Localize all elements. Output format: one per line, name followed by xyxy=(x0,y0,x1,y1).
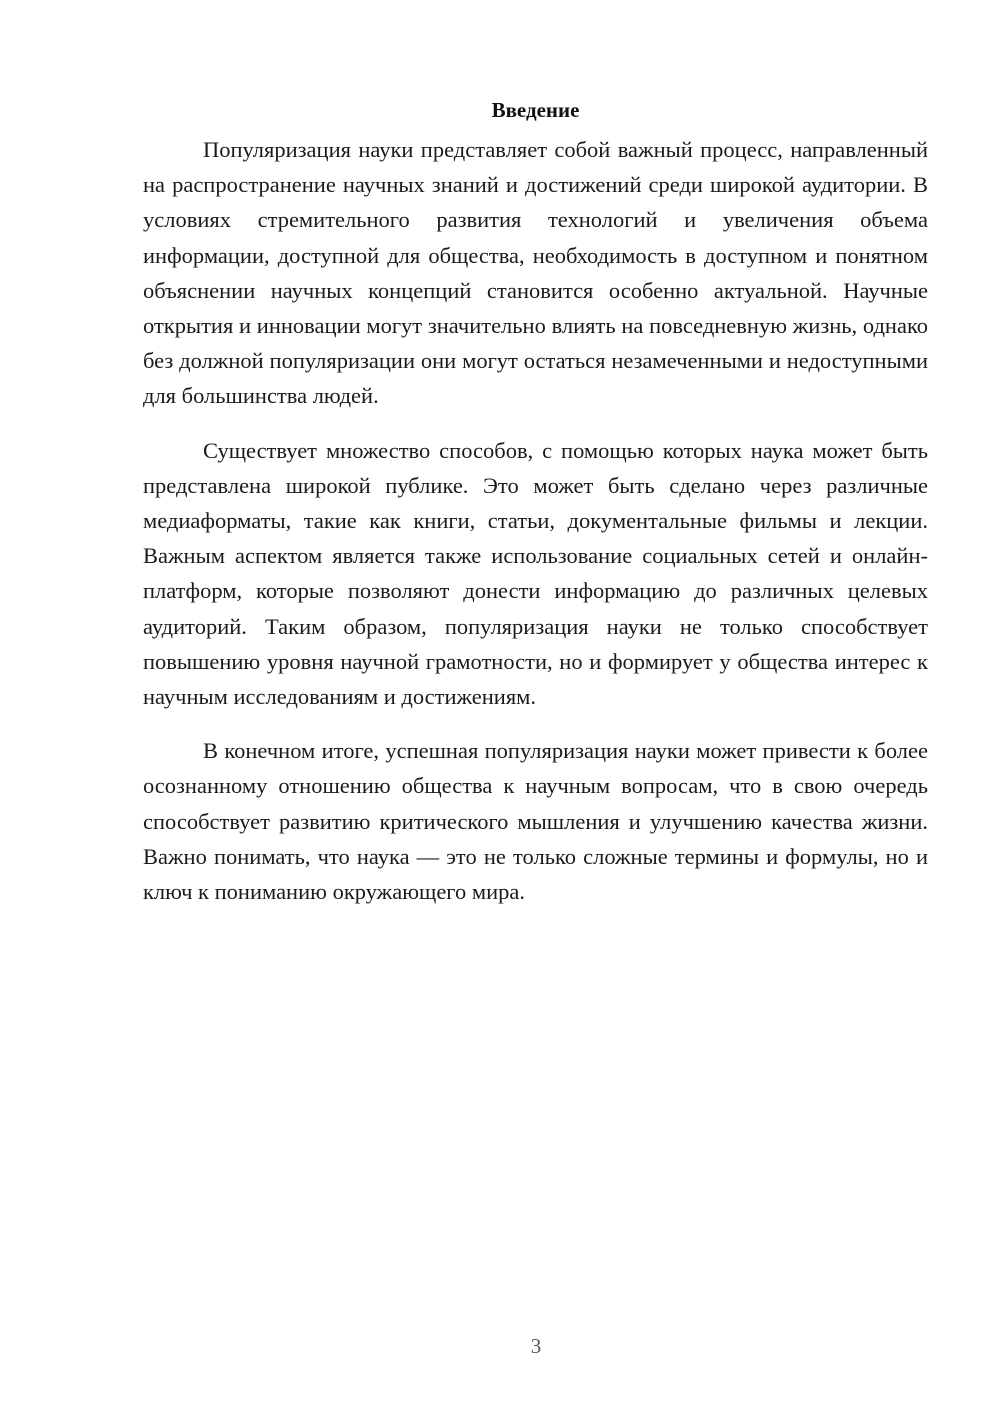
page-content xyxy=(143,92,928,928)
page-number: 3 xyxy=(530,1334,542,1358)
paragraph-1: Популяризация науки представляет собой важный процесс, направленный на распространение научных знаний и достижений среди широкой аудитории. В условиях стремительного развития технологий и увеличения объема информации, доступной для общества, необходимость в доступном и понятном объяснении научных концепций становится особенно актуальной. Научные открытия и инновации могут значительно влиять на повседневную жизнь, однако без должной популяризации они могут остаться незамеченными и недоступными для большинства людей. xyxy=(143,137,928,409)
paragraph-2: Существует множество способов, с помощью которых наука может быть представлена широкой публике. Это может быть сделано через различные медиаформаты, такие как книги, статьи, документальные фильмы и лекции. Важным аспектом является также использование социальных сетей и онлайн-платформ, которые позволяют донести информацию до различных целевых аудиторий. Таким образом, популяризация науки не только способствует повышению уровня научной грамотности, но и формирует у общества интерес к научным исследованиям и достижениям. xyxy=(143,437,928,710)
section-title: Введение xyxy=(491,98,580,122)
paragraph-3: В конечном итоге, успешная популяризация науки может привести к более осознанному отношению общества к научным вопросам, что в свою очередь способствует развитию критического мышления и улучшению качества жизни. Важно понимать, что наука — это не только сложные термины и формулы, но и ключ к пониманию окружающего мира. xyxy=(143,738,928,905)
